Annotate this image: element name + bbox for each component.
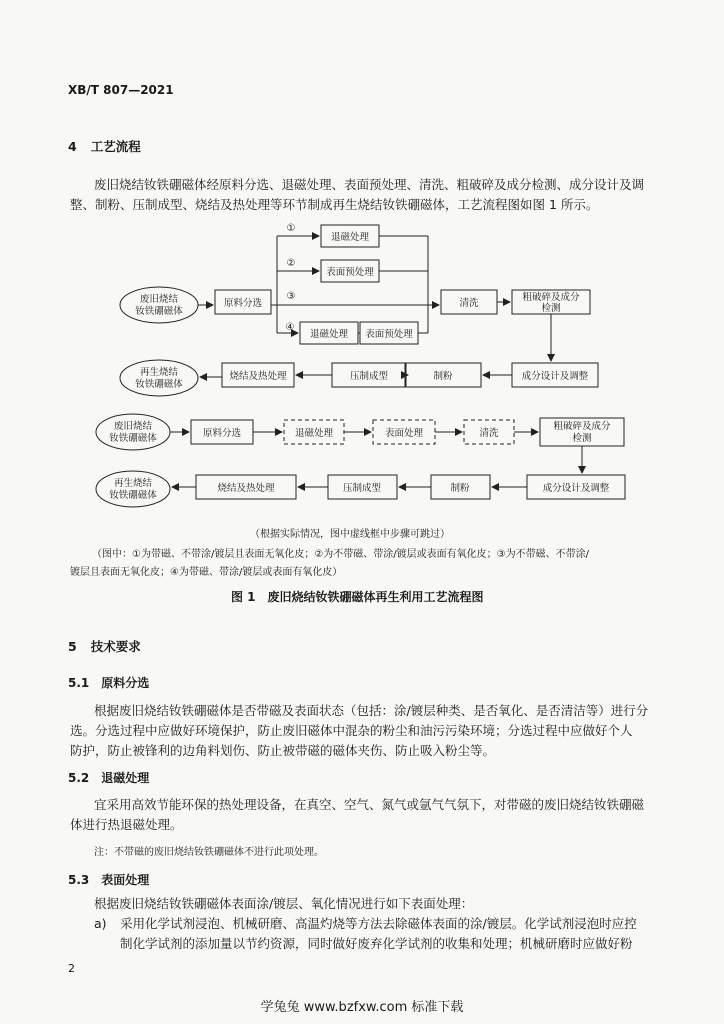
d1-clean-label: 清洗 (459, 298, 479, 309)
d1-design-label: 成分设计及调整 (521, 371, 589, 382)
section-5-2-title: 退磁处理 (101, 771, 150, 785)
section-5-2-line1: 宜采用高效节能环保的热处理设备，在真空、空气、氮气或氩气气氛下，对带磁的废旧烧结钕铁硼磁 (94, 797, 645, 812)
section-5-3-line1: 根据废旧烧结钕铁硼磁体表面涂/镀层、氧化情况进行如下表面处理： (94, 896, 474, 911)
d2-start-label-1: 废旧烧结 (113, 421, 153, 432)
list-item-a-line1: 采用化学试剂浸泡、机械研磨、高温灼烧等方法去除磁体表面的涂/镀层。化学试剂浸泡时应控 (120, 916, 637, 931)
section-5-heading (68, 637, 141, 655)
d1-crush-label-2: 检测 (541, 303, 561, 314)
standard-number: XB/T 807—2021 (68, 83, 174, 97)
d2-surface-label: 表面处理 (384, 428, 424, 439)
diagram-1-labels (135, 223, 589, 390)
section-5-2-note: 注：不带磁的废旧烧结钕铁硼磁体不进行此项处理。 (94, 847, 324, 858)
section-5-3-title: 表面处理 (101, 873, 150, 887)
d2-clean-label: 清洗 (479, 428, 499, 439)
d1-crush-label-1: 粗破碎及成分 (522, 292, 580, 303)
section-4-title: 工艺流程 (90, 139, 141, 154)
d1-start-node (120, 287, 198, 323)
d1-end-label-2: 钕铁硼磁体 (135, 379, 183, 390)
section-5-1-line3: 防护，防止被锋利的边角料划伤、防止被带磁的磁体夹伤、防止吸入粉尘等。 (70, 743, 496, 758)
d2-end-label-1: 再生烧结 (113, 478, 153, 489)
d2-end-node (96, 471, 170, 507)
figure-legend-line2: 镀层且表面无氧化皮；④为带磁、带涂/镀层或表面有氧化皮） (70, 567, 343, 578)
section-5-2-number: 5.2 (68, 771, 90, 785)
section-5-3-heading (68, 871, 149, 888)
d1-start-label-1: 废旧烧结 (139, 294, 179, 305)
section-5-1-title: 原料分选 (101, 676, 150, 690)
figure-caption: 图 1 废旧烧结钕铁硼磁体再生利用工艺流程图 (231, 590, 484, 604)
section-5-number: 5 (68, 639, 77, 654)
section-5-2-heading (68, 769, 149, 786)
d2-design-label: 成分设计及调整 (542, 483, 610, 494)
d2-crush-label-1: 粗破碎及成分 (553, 421, 611, 432)
d2-start-node (96, 414, 170, 450)
d1-end-label-1: 再生烧结 (139, 367, 179, 378)
d1-press-label: 压制成型 (349, 371, 389, 382)
section-5-1-line2: 选。分选过程中应做好环境保护，防止废旧磁体中混杂的粉尘和油污污染环境；分选过程中应做好个人 (70, 723, 633, 738)
d1-circle-3: ③ (286, 291, 296, 302)
page-number: 2 (68, 962, 75, 975)
d1-demag-label: 退磁处理 (330, 232, 370, 243)
list-item-a-label: a) (94, 916, 107, 931)
figure-legend-line1: （图中：①为带磁、不带涂/镀层且表面无氧化皮；②为不带磁、带涂/镀层或表面有氧化皮；③为不带磁、不带涂/ (92, 549, 590, 560)
section-5-1-number: 5.1 (68, 676, 90, 690)
d1-surface-label: 表面预处理 (326, 267, 374, 278)
d2-sort-label: 原料分选 (202, 428, 242, 439)
d1-sort-label: 原料分选 (223, 298, 263, 309)
d2-press-label: 压制成型 (342, 483, 382, 494)
d2-start-label-2: 钕铁硼磁体 (109, 433, 157, 444)
d2-demag-label: 退磁处理 (294, 428, 334, 439)
section-4-para-line2: 整、制粉、压制成型、烧结及热处理等环节制成再生烧结钕铁硼磁体，工艺流程图如图 1 所示。 (70, 197, 599, 212)
section-5-1-line1: 根据废旧烧结钕铁硼磁体是否带磁及表面状态（包括：涂/镀层种类、是否氧化、是否清洁等）进行分 (94, 703, 649, 718)
section-5-1-heading (68, 674, 149, 691)
d2-sinter-label: 烧结及热处理 (217, 483, 275, 494)
section-5-3-number: 5.3 (68, 873, 90, 887)
section-5-title: 技术要求 (90, 639, 141, 654)
d1-demag4-label: 退磁处理 (309, 329, 349, 340)
d2-powder-label: 制粉 (450, 483, 470, 494)
d1-surface4-label: 表面预处理 (365, 329, 413, 340)
d1-powder-label: 制粉 (433, 371, 453, 382)
d1-start-label-2: 钕铁硼磁体 (135, 306, 183, 317)
d1-circle-2: ② (286, 258, 296, 269)
d2-crush-label-2: 检测 (572, 433, 592, 444)
d1-end-node (120, 360, 198, 396)
d1-circle-4: ④ (285, 322, 295, 333)
d2-end-label-2: 钕铁硼磁体 (109, 490, 157, 501)
watermark-footer: 学兔兔 www.bzfxw.com 标准下载 (260, 1000, 464, 1015)
d1-circle-1: ① (286, 223, 296, 234)
section-5-2-line2: 体进行热退磁处理。 (70, 817, 183, 832)
section-4-number: 4 (68, 139, 77, 154)
figure-dashed-note: （根据实际情况，图中虚线框中步骤可跳过） (250, 529, 450, 540)
section-4-para-line1: 废旧烧结钕铁硼磁体经原料分选、退磁处理、表面预处理、清洗、粗破碎及成分检测、成分设计及调 (94, 177, 645, 192)
list-item-a-line2: 制化学试剂的添加量以节约资源，同时做好废弃化学试剂的收集和处理；机械研磨时应做好粉 (120, 936, 633, 951)
d1-sinter-label: 烧结及热处理 (229, 371, 287, 382)
